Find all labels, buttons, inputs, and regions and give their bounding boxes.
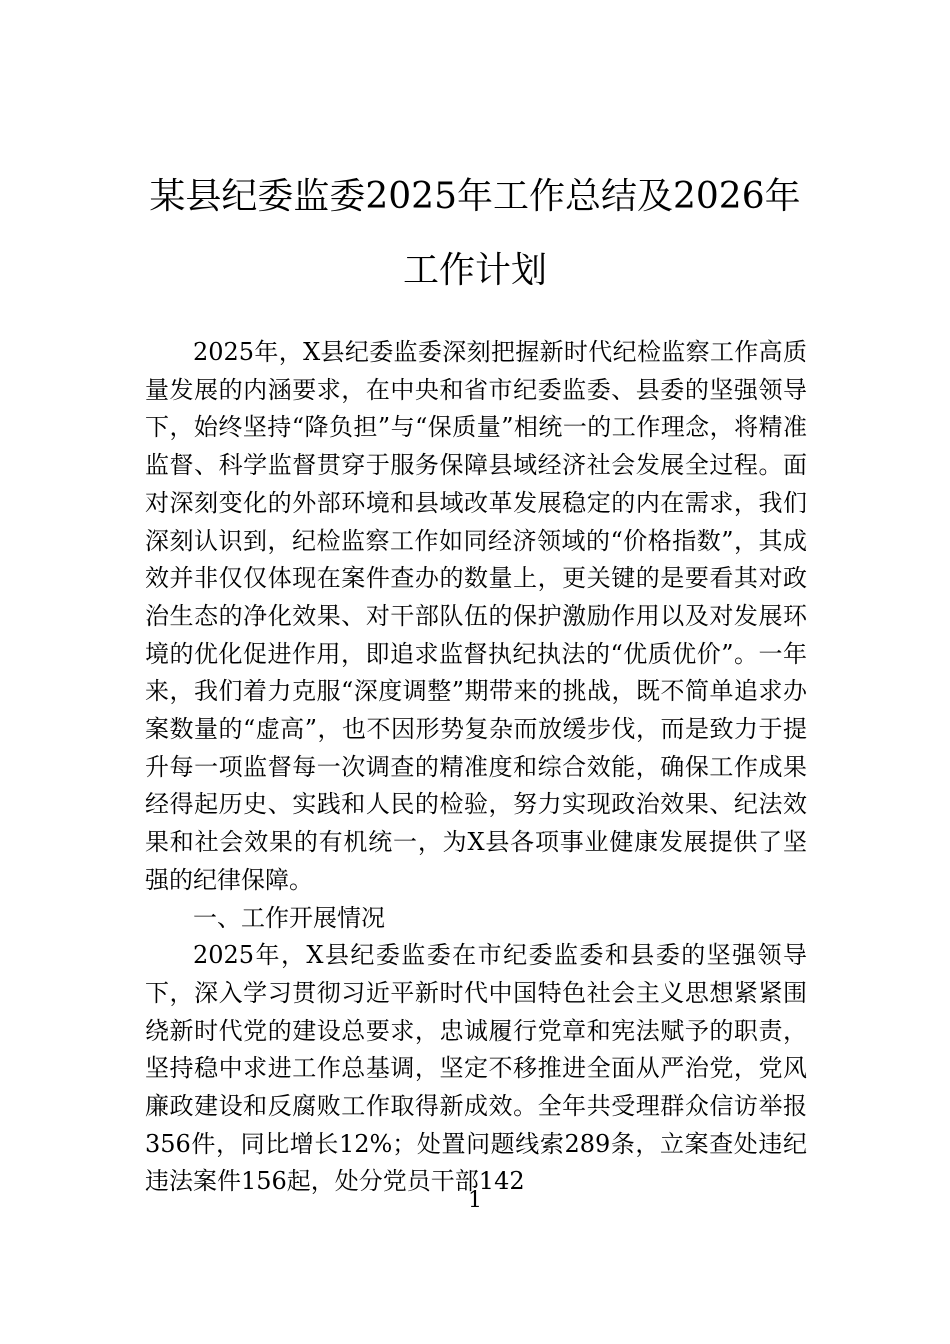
page-number: 1 (468, 1188, 482, 1213)
section-heading: 一、工作开展情况 (193, 903, 385, 932)
intro-paragraph: 2025年，X县纪委监委深刻把握新时代纪检监察工作高质量发展的内涵要求，在中央和省市纪委监委、县委的坚强领导下，始终坚持“降负担”与“保质量”相统一的工作理念，将精准监督、科学监督贯穿于服务保障县域经济社会发展全过程。面对深刻变化的外部环境和县域改革发展稳定的内在需求，我们深刻认识到，纪检监察工作如同经济领域的“价格指数”，其成效并非仅仅体现在案件查办的数量上，更关键的是要看其对政治生态的净化效果、对干部队伍的保护激励作用以及对发展环境的优化促进作用，即追求监督执纪执法的“优质优价”。一年来，我们着力克服“深度调整”期带来的挑战，既不简单追求办案数量的“虚高”，也不因形势复杂而放缓步伐，而是致力于提升每一项监督每一次调查的精准度和综合效能，确保工作成果经得起历史、实践和人民的检验，努力实现政治效果、纪法效果和社会效果的有机统一，为X县各项事业健康发展提供了坚强的纪律保障。 (145, 338, 807, 894)
section-paragraph: 2025年，X县纪委监委在市纪委监委和县委的坚强领导下，深入学习贯彻习近平新时代中国特色社会主义思想紧紧围绕新时代党的建设总要求，忠诚履行党章和宪法赋予的职责，坚持稳中求进工作总基调，坚定不移推进全面从严治党，党风廉政建设和反腐败工作取得新成效。全年共受理群众信访举报356件，同比增长12%；处置问题线索289条，立案查处违纪违法案件156起，处分党员干部142 (145, 941, 807, 1196)
document-title: 某县纪委监委2025年工作总结及2026年工作计划 (149, 176, 801, 291)
document-body (145, 334, 807, 1201)
